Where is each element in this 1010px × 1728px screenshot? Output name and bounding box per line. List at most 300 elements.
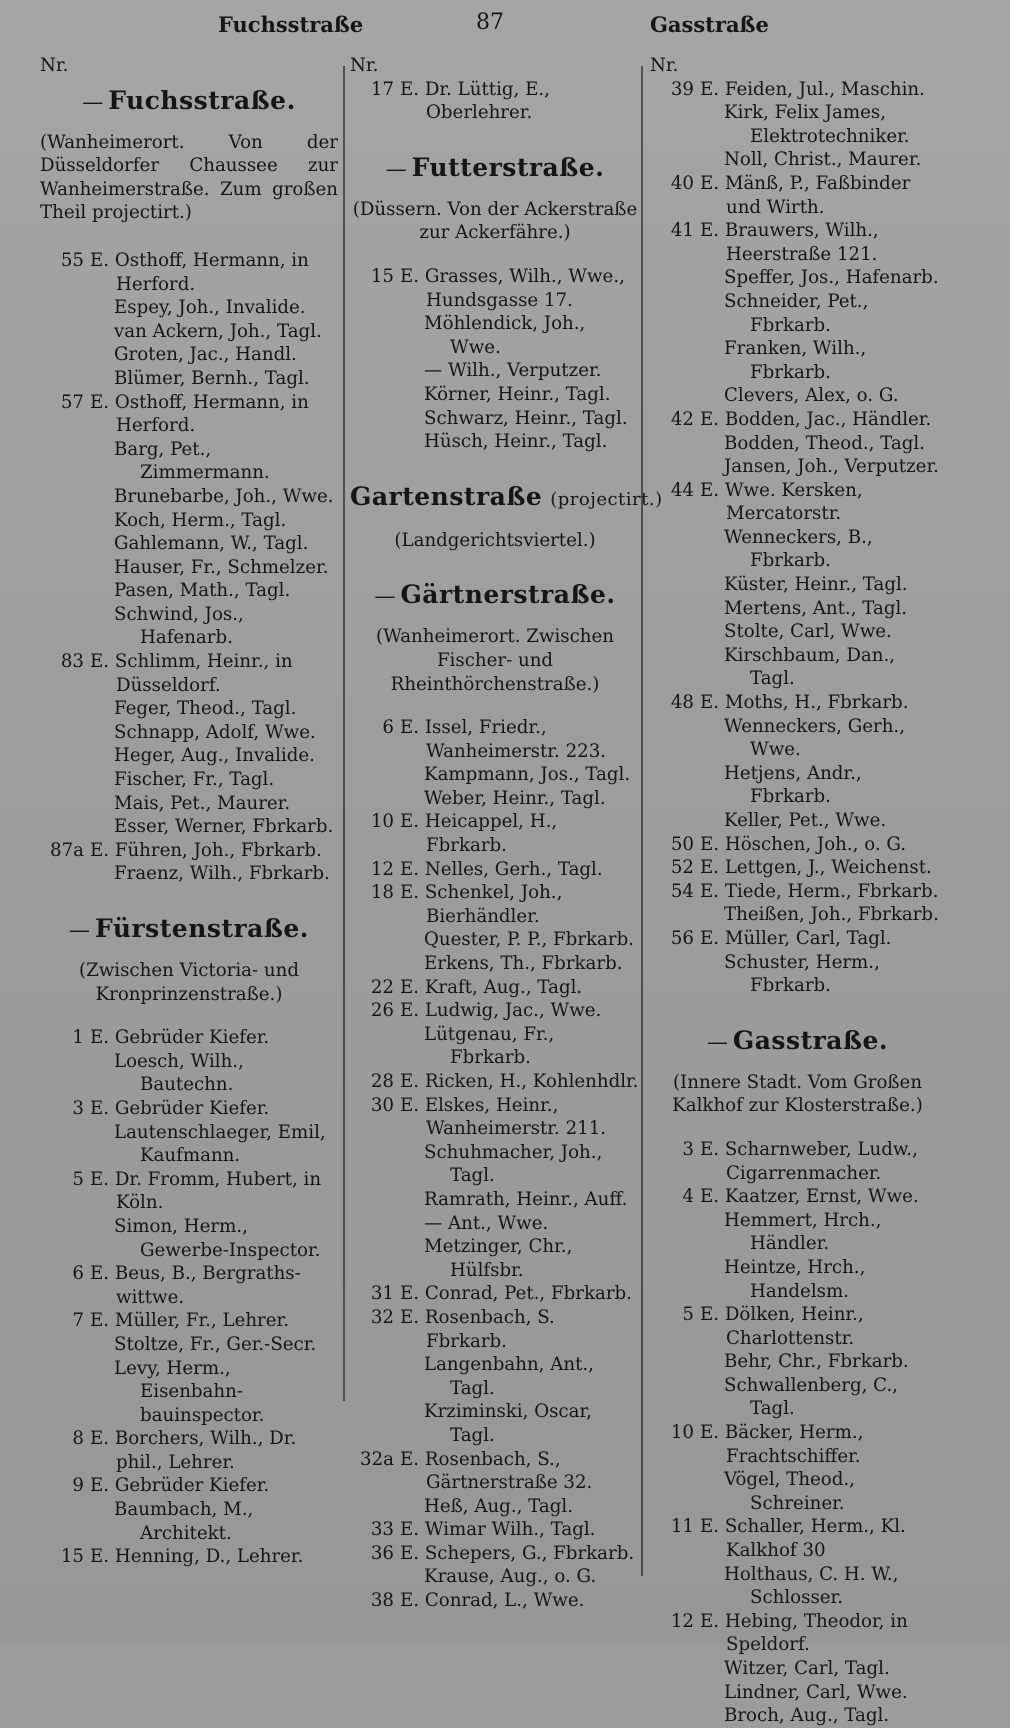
resident-text: Hetjens, Andr., Fbrkarb.: [724, 762, 862, 808]
resident-text: Loesch, Wilh., Bautechn.: [114, 1050, 244, 1096]
column-rule: [641, 66, 643, 1576]
house-number: [650, 597, 700, 621]
resident-text: E. Brauwers, Wilh., Heerstraße 121.: [700, 220, 879, 265]
street-description: (Innere Stadt. Vom Großen Kalkhof zur Klosterstraße.): [672, 1071, 923, 1117]
house-number: 15: [60, 1546, 84, 1568]
resident-text: E. Gebrüder Kiefer.: [90, 1097, 270, 1119]
house-number: 31: [370, 1283, 394, 1305]
resident-text: Witzer, Carl, Tagl.: [724, 1658, 890, 1679]
directory-entry: [40, 556, 338, 580]
house-number: [650, 573, 700, 597]
resident-text: Gahlemann, W., Tagl.: [114, 533, 309, 555]
directory-entry: [350, 1353, 640, 1400]
house-number: [40, 815, 90, 839]
directory-entry: [40, 509, 338, 533]
resident-text: Körner, Heinr., Tagl.: [424, 383, 611, 405]
house-number: [350, 1495, 400, 1519]
directory-entry: [40, 1309, 338, 1333]
resident-text: Schwarz, Heinr., Tagl.: [424, 407, 628, 429]
resident-text: E. Bäcker, Herm., Frachtschiffer.: [700, 1422, 864, 1467]
resident-text: Brunebarbe, Joh., Wwe.: [114, 485, 334, 507]
resident-text: Krziminski, Oscar, Tagl.: [424, 1401, 592, 1446]
directory-entry: [650, 1138, 945, 1185]
resident-text: Behr, Chr., Fbrkarb.: [724, 1351, 909, 1373]
house-number: 54: [670, 880, 694, 902]
house-number: 26: [370, 1000, 394, 1022]
street-description: (Wanheimerort. Zwischen Fischer- und Rheinthörchenstraße.): [375, 626, 614, 695]
directory-entry: [40, 1357, 338, 1428]
house-number: 87a: [50, 839, 84, 861]
directory-entry: [350, 881, 640, 928]
house-number: 36: [370, 1542, 394, 1564]
directory-entry: [40, 1498, 338, 1545]
resident-text: Stoltze, Fr., Ger.-Secr.: [114, 1333, 317, 1355]
directory-entry: [40, 1545, 338, 1569]
house-number: 57: [60, 391, 84, 413]
directory-entry: [650, 172, 945, 219]
house-number: [650, 455, 700, 479]
house-number: [40, 438, 90, 485]
directory-entry: [350, 810, 640, 857]
house-number: [350, 1565, 400, 1589]
house-number: 9: [72, 1475, 84, 1497]
house-number: [650, 384, 700, 408]
directory-entry: [350, 1282, 640, 1306]
directory-entry: [350, 1518, 640, 1542]
directory-entry: [40, 438, 338, 485]
street-heading: — Gärtnerstraße.: [374, 580, 616, 610]
house-number: [40, 320, 90, 344]
house-number: 41: [670, 220, 694, 242]
resident-text: Jansen, Joh., Verputzer.: [724, 456, 939, 478]
house-number: [40, 485, 90, 509]
house-number: [650, 266, 700, 290]
house-number: [650, 620, 700, 644]
directory-entry: [650, 762, 945, 809]
house-number: [650, 148, 700, 172]
house-number: [650, 290, 700, 337]
resident-text: Mais, Pet., Maurer.: [114, 792, 291, 814]
resident-text: Speffer, Jos., Hafenarb.: [724, 267, 939, 289]
directory-entry: [40, 603, 338, 650]
column-right: [650, 54, 945, 1728]
resident-text: E. Gebrüder Kiefer.: [90, 1027, 270, 1049]
directory-entry: [650, 715, 945, 762]
resident-text: E. Müller, Fr., Lehrer.: [90, 1310, 289, 1332]
resident-text: E. Rosenbach, S. Fbrkarb.: [400, 1306, 555, 1352]
directory-entry: [650, 1421, 945, 1468]
directory-entry: [350, 858, 640, 882]
resident-text: Simon, Herm., Gewerbe-Inspector.: [114, 1215, 321, 1261]
resident-text: Mertens, Ant., Tagl.: [724, 597, 908, 619]
directory-entry: [40, 1168, 338, 1215]
directory-entry: [40, 744, 338, 768]
column-middle: [350, 54, 663, 1613]
house-number: [40, 862, 90, 886]
street-title: Fürstenstraße.: [95, 914, 309, 943]
directory-entry: [350, 1023, 640, 1070]
resident-text: Holthaus, C. H. W., Schlosser.: [724, 1563, 899, 1609]
resident-text: Schnapp, Adolf, Wwe.: [114, 721, 316, 743]
street-heading: — Gasstraße.: [706, 1025, 889, 1055]
resident-text: E. Feiden, Jul., Maschin.: [700, 78, 925, 100]
resident-text: E. Lettgen, J., Weichenst.: [700, 857, 932, 879]
directory-entry: [650, 1468, 945, 1515]
resident-text: van Ackern, Joh., Tagl.: [114, 320, 322, 342]
house-number: 33: [370, 1519, 394, 1541]
resident-text: E. Elskes, Heinr., Wanheimerstr. 211.: [400, 1094, 607, 1140]
resident-text: Pasen, Math., Tagl.: [114, 580, 291, 602]
resident-text: E. Führen, Joh., Fbrkarb.: [90, 839, 322, 861]
resident-text: E. Mänß, P., Faßbinder und Wirth.: [700, 172, 911, 218]
house-number: [350, 312, 400, 359]
house-number: 12: [670, 1610, 694, 1632]
house-number: 5: [682, 1304, 694, 1326]
house-number: [350, 383, 400, 407]
resident-text: E. Henning, D., Lehrer.: [90, 1546, 304, 1568]
entry-list: [350, 265, 640, 454]
house-number: 10: [370, 811, 394, 833]
resident-text: Erkens, Th., Fbrkarb.: [424, 953, 623, 975]
directory-entry: [650, 1563, 945, 1610]
house-number: 7: [72, 1310, 84, 1332]
resident-text: — Wilh., Verputzer.: [424, 360, 602, 382]
directory-entry: [650, 526, 945, 573]
house-number: 32: [370, 1306, 394, 1328]
resident-text: Metzinger, Chr., Hülfsbr.: [424, 1236, 573, 1281]
resident-text: E. Wimar Wilh., Tagl.: [400, 1519, 596, 1541]
resident-text: E. Schlimm, Heinr., in Düsseldorf.: [90, 651, 293, 696]
directory-entry: [350, 1094, 640, 1141]
house-number: [650, 644, 700, 691]
directory-entry: [350, 1589, 640, 1613]
directory-entry: [650, 1303, 945, 1350]
resident-text: Kampmann, Jos., Tagl.: [424, 764, 631, 786]
directory-entry: [40, 391, 338, 438]
resident-text: E. Dölken, Heinr., Charlottenstr.: [700, 1304, 864, 1349]
resident-text: Wenneckers, Gerh., Wwe.: [724, 715, 905, 761]
house-number: [40, 1121, 90, 1168]
house-number: 28: [370, 1071, 394, 1092]
directory-entry: [350, 312, 640, 359]
directory-entry: [350, 976, 640, 1000]
resident-text: Langenbahn, Ant., Tagl.: [424, 1354, 594, 1399]
resident-text: E. Bodden, Jac., Händler.: [700, 408, 932, 430]
nr-label: Nr.: [40, 55, 69, 76]
house-number: 4: [682, 1186, 694, 1208]
house-number: [650, 1468, 700, 1515]
entry-list: [350, 78, 640, 125]
house-number: [350, 787, 400, 811]
resident-text: Levy, Herm., Eisenbahn-bauinspector.: [114, 1357, 265, 1426]
directory-entry: [350, 78, 640, 125]
directory-entry: [350, 1448, 640, 1495]
resident-text: Hauser, Fr., Schmelzer.: [114, 556, 329, 578]
page-header: [0, 6, 1010, 46]
house-number: [650, 903, 700, 927]
directory-entry: [350, 430, 640, 454]
house-number: 44: [670, 479, 694, 501]
house-number: [650, 1563, 700, 1610]
resident-text: Broch, Aug., Tagl.: [724, 1705, 890, 1727]
directory-entry: [350, 383, 640, 407]
house-number: [40, 744, 90, 768]
directory-entry: [40, 532, 338, 556]
directory-entry: [40, 1333, 338, 1357]
resident-text: Bodden, Theod., Tagl.: [724, 432, 925, 454]
directory-entry: [350, 1565, 640, 1589]
directory-entry: [40, 697, 338, 721]
house-number: 10: [670, 1422, 694, 1444]
directory-entry: [650, 573, 945, 597]
directory-entry: [650, 951, 945, 998]
house-number: 11: [670, 1516, 694, 1538]
resident-text: Theißen, Joh., Fbrkarb.: [724, 904, 939, 926]
house-number: [350, 430, 400, 454]
resident-text: Kirk, Felix James, Elektrotechniker.: [724, 102, 910, 147]
directory-entry: [40, 579, 338, 603]
directory-entry: [350, 1306, 640, 1353]
house-number: [350, 359, 400, 383]
resident-text: Groten, Jac., Handl.: [114, 344, 297, 366]
house-number: 1: [72, 1027, 84, 1049]
resident-text: E. Ludwig, Jac., Wwe.: [400, 1000, 602, 1022]
house-number: [650, 762, 700, 809]
directory-entry: [40, 650, 338, 697]
house-number: [40, 1333, 90, 1357]
directory-entry: [650, 337, 945, 384]
directory-entry: [650, 1350, 945, 1374]
directory-entry: [40, 815, 338, 839]
resident-text: E. Tiede, Herm., Fbrkarb.: [700, 880, 939, 902]
house-number: 3: [72, 1097, 84, 1119]
directory-entry: [350, 999, 640, 1023]
resident-text: E. Ricken, H., Kohlenhdlr.: [400, 1071, 639, 1092]
house-number: [350, 1235, 400, 1282]
directory-entry: [350, 787, 640, 811]
street-description: (Landgerichtsviertel.): [394, 529, 596, 551]
directory-entry: [650, 1704, 945, 1728]
resident-text: E. Borchers, Wilh., Dr. phil., Lehrer.: [90, 1428, 297, 1473]
directory-entry: [350, 716, 640, 763]
resident-text: Esser, Werner, Fbrkarb.: [114, 816, 334, 838]
house-number: [40, 1050, 90, 1097]
house-number: [40, 1215, 90, 1262]
resident-text: E. Dr. Lüttig, E., Oberlehrer.: [400, 78, 550, 124]
directory-entry: [350, 952, 640, 976]
resident-text: E. Gebrüder Kiefer.: [90, 1475, 270, 1497]
directory-entry: [650, 856, 945, 880]
resident-text: Fischer, Fr., Tagl.: [114, 769, 275, 791]
directory-entry: [40, 367, 338, 391]
directory-entry: [650, 78, 945, 102]
street-heading: [350, 481, 663, 515]
house-number: 48: [670, 692, 694, 714]
house-number: 30: [370, 1094, 394, 1116]
resident-text: Heß, Aug., Tagl.: [424, 1495, 573, 1517]
house-number: 38: [370, 1590, 394, 1612]
house-number: [350, 1400, 400, 1447]
resident-text: Clevers, Alex, o. G.: [724, 385, 899, 407]
directory-entry: [650, 1209, 945, 1256]
house-number: [40, 532, 90, 556]
resident-text: Baumbach, M., Architekt.: [114, 1499, 254, 1544]
house-number: [350, 1353, 400, 1400]
house-number: [40, 509, 90, 533]
directory-entry: [650, 219, 945, 266]
directory-entry: [650, 1681, 945, 1705]
house-number: [350, 763, 400, 787]
directory-entry: [650, 290, 945, 337]
house-number: [40, 367, 90, 391]
directory-entry: [650, 455, 945, 479]
entry-list: [650, 78, 945, 998]
resident-text: E. Höschen, Joh., o. G.: [700, 833, 907, 855]
house-number: 40: [670, 172, 694, 194]
resident-text: Feger, Theod., Tagl.: [114, 698, 297, 720]
resident-text: E. Osthoff, Hermann, in Herford.: [90, 391, 309, 437]
directory-entry: [650, 384, 945, 408]
street-heading: — Fürstenstraße.: [69, 914, 309, 943]
entry-list: [40, 249, 338, 886]
house-number: [650, 432, 700, 456]
resident-text: Wenneckers, B., Fbrkarb.: [724, 526, 873, 572]
directory-entry: [650, 479, 945, 526]
resident-text: E. Beus, B., Bergraths-wittwe.: [90, 1263, 301, 1308]
directory-entry: [650, 432, 945, 456]
house-number: 3: [682, 1138, 694, 1160]
directory-entry: [40, 1215, 338, 1262]
house-number: [350, 1212, 400, 1236]
resident-text: E. Heicappel, H., Fbrkarb.: [400, 811, 558, 857]
house-number: [350, 952, 400, 976]
resident-text: Vögel, Theod., Schreiner.: [724, 1469, 855, 1514]
resident-text: Kirschbaum, Dan., Tagl.: [724, 644, 896, 690]
house-number: 18: [370, 882, 394, 904]
directory-entry: [350, 1542, 640, 1566]
house-number: [40, 603, 90, 650]
directory-entry: [40, 1121, 338, 1168]
directory-entry: [650, 833, 945, 857]
house-number: 32a: [360, 1448, 394, 1470]
directory-entry: [40, 792, 338, 816]
house-number: [650, 1209, 700, 1256]
directory-entry: [40, 1097, 338, 1121]
house-number: 15: [370, 265, 394, 287]
house-number: 6: [382, 717, 394, 739]
resident-text: Fraenz, Wilh., Fbrkarb.: [114, 863, 330, 885]
house-number: [650, 1704, 700, 1728]
house-number: [650, 1657, 700, 1681]
directory-entry: [650, 691, 945, 715]
house-number: [650, 101, 700, 148]
directory-entry: [350, 265, 640, 312]
directory-entry: [350, 928, 640, 952]
running-head-left: Fuchsstraße: [218, 12, 364, 37]
resident-text: Schneider, Pet., Fbrkarb.: [724, 290, 869, 336]
house-number: 83: [60, 651, 84, 673]
column-rule: [343, 66, 345, 1401]
directory-entry: [350, 359, 640, 383]
resident-text: Schwind, Jos., Hafenarb.: [114, 603, 244, 649]
resident-text: E. Rosenbach, S., Gärtnerstraße 32.: [400, 1448, 593, 1494]
resident-text: Schuster, Herm., Fbrkarb.: [724, 951, 880, 997]
resident-text: Weber, Heinr., Tagl.: [424, 787, 606, 809]
resident-text: E. Conrad, Pet., Fbrkarb.: [400, 1283, 632, 1305]
directory-entry: [650, 1610, 945, 1657]
directory-entry: [650, 880, 945, 904]
directory-entry: [650, 1515, 945, 1562]
resident-text: E. Schepers, G., Fbrkarb.: [400, 1542, 635, 1564]
house-number: [40, 721, 90, 745]
nr-label: Nr.: [350, 55, 379, 76]
resident-text: E. Scharnweber, Ludw., Cigarrenmacher.: [700, 1138, 918, 1184]
directory-entry: [650, 644, 945, 691]
directory-entry: [350, 1141, 640, 1188]
house-number: [40, 343, 90, 367]
street-description: (Düssern. Von der Ackerstraße zur Ackerfähre.): [352, 198, 638, 244]
resident-text: Franken, Wilh., Fbrkarb.: [724, 338, 867, 383]
house-number: 56: [670, 927, 694, 949]
resident-text: Schwallenberg, C., Tagl.: [724, 1374, 899, 1420]
street-title: Gärtnerstraße.: [400, 580, 616, 610]
resident-text: E. Nelles, Gerh., Tagl.: [400, 858, 603, 880]
resident-text: Blümer, Bernh., Tagl.: [114, 367, 310, 389]
street-note: (projectirt.): [550, 488, 663, 510]
house-number: 39: [670, 78, 694, 100]
directory-entry: [40, 485, 338, 509]
resident-text: Noll, Christ., Maurer.: [724, 149, 922, 171]
house-number: [650, 526, 700, 573]
directory-entry: [40, 296, 338, 320]
directory-entry: [650, 1374, 945, 1421]
house-number: 8: [72, 1428, 84, 1450]
directory-entry: [650, 266, 945, 290]
resident-text: E. Moths, H., Fbrkarb.: [700, 692, 909, 714]
directory-entry: [650, 408, 945, 432]
resident-text: Stolte, Carl, Wwe.: [724, 621, 892, 643]
resident-text: Espey, Joh., Invalide.: [114, 297, 306, 319]
resident-text: Schuhmacher, Joh., Tagl.: [424, 1141, 603, 1187]
resident-text: Ramrath, Heinr., Auff.: [424, 1188, 628, 1210]
house-number: [40, 556, 90, 580]
resident-text: E. Osthoff, Hermann, in Herford.: [90, 249, 309, 295]
street-description: (Zwischen Victoria- und Kronprinzenstraße.): [78, 960, 300, 1005]
house-number: [40, 296, 90, 320]
page-number: 87: [476, 10, 504, 35]
directory-entry: [650, 620, 945, 644]
resident-text: E. Kraft, Aug., Tagl.: [400, 976, 583, 998]
resident-text: Lautenschlaeger, Emil, Kaufmann.: [114, 1121, 326, 1167]
resident-text: Lütgenau, Fr., Fbrkarb.: [424, 1023, 555, 1069]
resident-text: Hüsch, Heinr., Tagl.: [424, 431, 608, 453]
entry-list: [650, 1138, 945, 1728]
directory-entry: [350, 1188, 640, 1212]
directory-entry: [350, 763, 640, 787]
directory-entry: [650, 903, 945, 927]
nr-label: Nr.: [650, 55, 679, 76]
street-heading: — Futterstraße.: [385, 152, 605, 182]
house-number: [40, 768, 90, 792]
house-number: [40, 579, 90, 603]
directory-entry: [650, 597, 945, 621]
resident-text: Barg, Pet., Zimmermann.: [114, 438, 270, 484]
directory-entry: [650, 927, 945, 951]
resident-text: Küster, Heinr., Tagl.: [724, 574, 908, 596]
directory-entry: [40, 1262, 338, 1309]
house-number: [650, 337, 700, 384]
resident-text: Koch, Herm., Tagl.: [114, 509, 287, 531]
